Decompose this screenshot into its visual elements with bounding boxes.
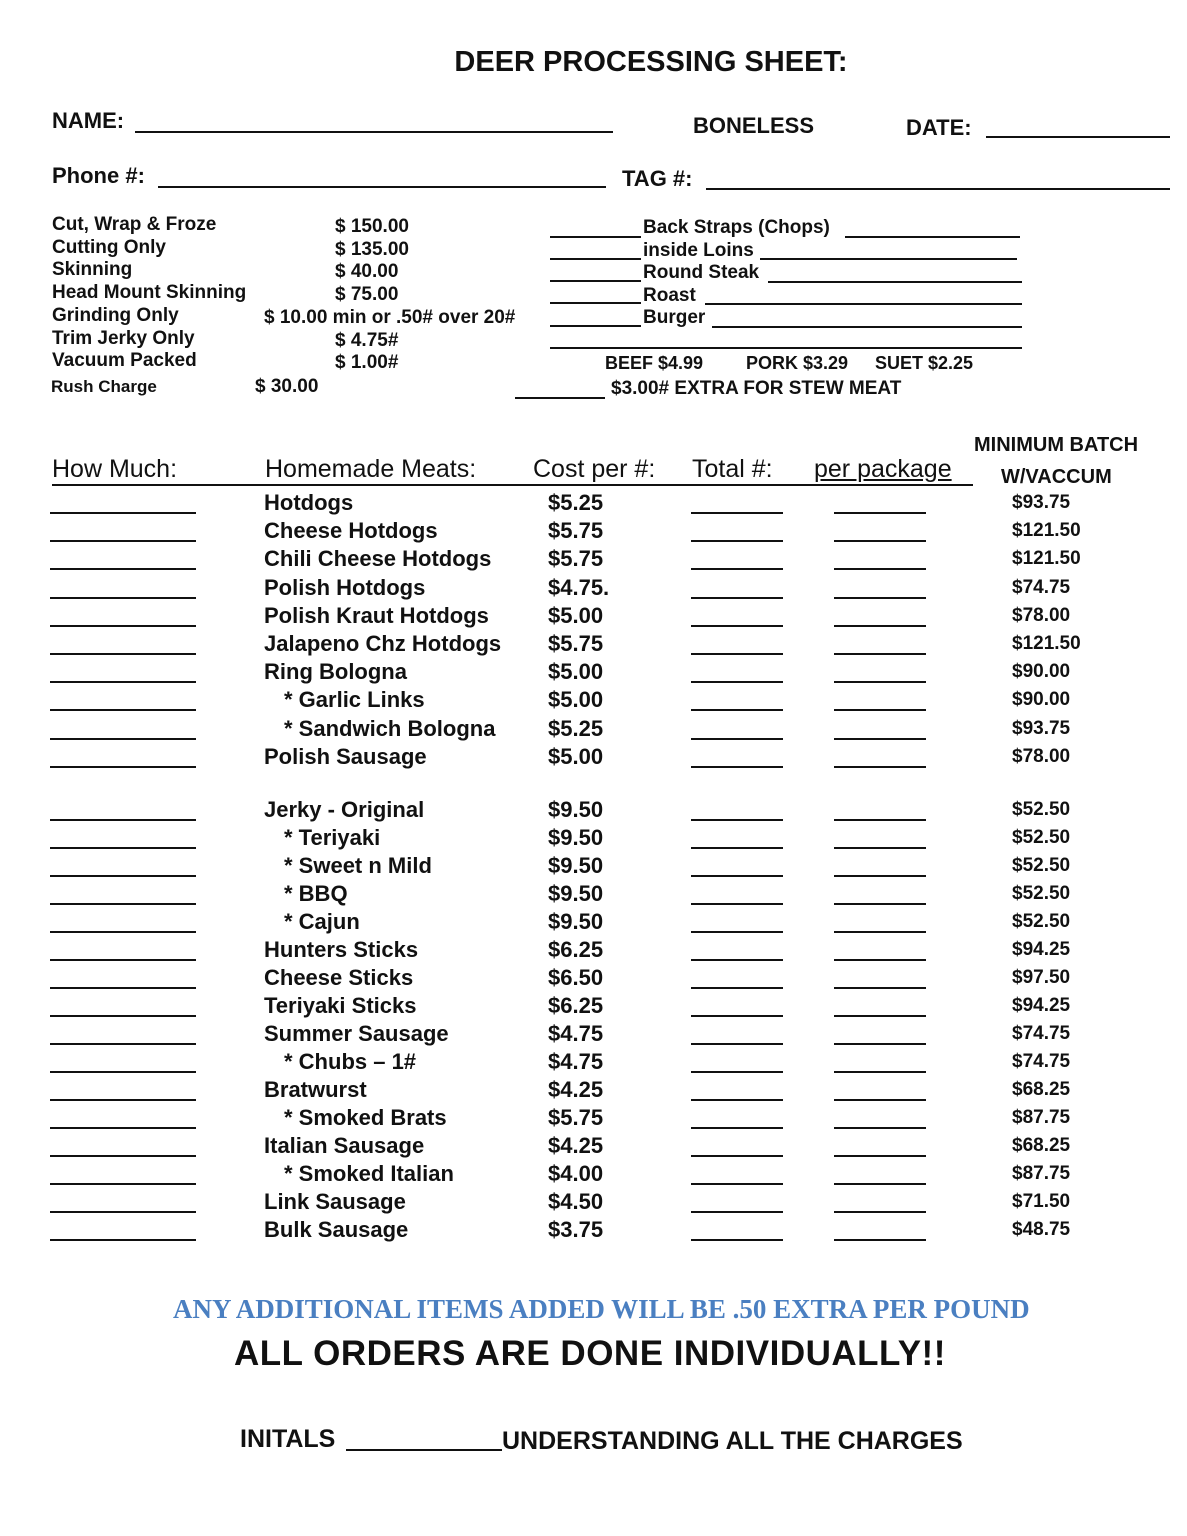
meat-item-min-batch: $52.50 <box>1012 911 1071 932</box>
individual-orders-notice: ALL ORDERS ARE DONE INDIVIDUALLY!! <box>234 1334 946 1373</box>
meat-item-name: Summer Sausage <box>264 1021 449 1046</box>
meat-item-name: Bulk Sausage <box>264 1217 409 1242</box>
stew-meat-note: $3.00# EXTRA FOR STEW MEAT <box>611 378 902 399</box>
boneless-label: BONELESS <box>693 113 815 138</box>
meat-item-name: * Teriyaki <box>284 825 381 850</box>
date-field[interactable] <box>986 136 1170 138</box>
initials-label: INITALS <box>240 1425 336 1453</box>
how-much-field[interactable] <box>50 681 196 683</box>
cut-blank-wide[interactable] <box>550 347 1022 349</box>
per-package-field[interactable] <box>834 1071 926 1073</box>
how-much-field[interactable] <box>50 875 196 877</box>
meat-item-name: Teriyaki Sticks <box>264 993 417 1018</box>
meat-item-min-batch: $68.25 <box>1012 1135 1071 1156</box>
meat-item-min-batch: $121.50 <box>1012 548 1081 570</box>
meat-item-min-batch: $48.75 <box>1012 1219 1071 1240</box>
per-package-field[interactable] <box>834 903 926 905</box>
meat-item-min-batch: $52.50 <box>1012 799 1071 820</box>
how-much-field[interactable] <box>50 738 196 740</box>
meat-item-name: Polish Kraut Hotdogs <box>264 602 489 628</box>
how-much-field[interactable] <box>50 568 196 570</box>
cut-note-field[interactable] <box>768 281 1022 283</box>
page-title: DEER PROCESSING SHEET: <box>454 46 848 78</box>
meat-item-cost: $4.25 <box>548 1133 604 1158</box>
tag-label: TAG #: <box>622 166 693 191</box>
minimum-batch-header: MINIMUM BATCH <box>974 434 1139 456</box>
meat-item-name: * Sandwich Bologna <box>284 715 496 741</box>
total-field[interactable] <box>691 1127 783 1129</box>
meat-item-name: * BBQ <box>284 881 348 906</box>
how-much-field[interactable] <box>50 653 196 655</box>
meat-item-min-batch: $71.50 <box>1012 1191 1071 1212</box>
per-package-field[interactable] <box>834 709 926 711</box>
total-field[interactable] <box>691 1043 783 1045</box>
meat-item-min-batch: $93.75 <box>1012 717 1071 739</box>
per-package-field[interactable] <box>834 1015 926 1017</box>
per-package-field[interactable] <box>834 1211 926 1213</box>
rush-price: $ 30.00 <box>255 376 319 397</box>
service-label: Head Mount Skinning <box>52 282 247 304</box>
initials-field[interactable] <box>346 1449 502 1451</box>
meat-item-min-batch: $87.75 <box>1012 1163 1071 1184</box>
meat-item-min-batch: $68.25 <box>1012 1079 1071 1100</box>
meat-item-name: Link Sausage <box>264 1189 406 1214</box>
meat-item-cost: $3.75 <box>548 1217 604 1242</box>
tag-field[interactable] <box>706 188 1170 190</box>
meat-item-name: * Chubs – 1# <box>284 1049 417 1074</box>
service-price: $ 1.00# <box>335 352 399 374</box>
homemade-meats-header: Homemade Meats: <box>265 455 477 483</box>
cut-label: Back Straps (Chops) <box>643 217 830 238</box>
service-label: Cutting Only <box>52 236 166 258</box>
service-label: Grinding Only <box>52 304 179 326</box>
per-package-field[interactable] <box>834 681 926 683</box>
meat-item-cost: $4.75 <box>548 1049 604 1074</box>
per-package-field[interactable] <box>834 875 926 877</box>
how-much-field[interactable] <box>50 1099 196 1101</box>
understanding-label: UNDERSTANDING ALL THE CHARGES <box>502 1427 963 1455</box>
phone-label: Phone #: <box>52 163 145 188</box>
meat-item-cost: $5.00 <box>548 743 604 769</box>
meat-item-cost: $9.50 <box>548 853 604 878</box>
beef-price: BEEF $4.99 <box>605 353 704 373</box>
how-much-field[interactable] <box>50 1015 196 1017</box>
phone-field[interactable] <box>158 186 606 188</box>
per-package-field[interactable] <box>834 540 926 542</box>
meat-item-cost: $5.25 <box>548 490 604 515</box>
meat-item-name: * Sweet n Mild <box>284 853 432 878</box>
how-much-field[interactable] <box>50 766 196 768</box>
meat-item-name: * Smoked Italian <box>284 1161 454 1186</box>
meat-item-cost: $4.75 <box>548 1021 604 1046</box>
name-field[interactable] <box>135 131 613 133</box>
header-rule <box>52 484 973 486</box>
meat-item-cost: $5.00 <box>548 602 604 628</box>
total-field[interactable] <box>691 568 783 570</box>
meat-item-min-batch: $90.00 <box>1012 661 1071 683</box>
total-field[interactable] <box>691 653 783 655</box>
cut-blank[interactable] <box>550 302 641 304</box>
cut-blank[interactable] <box>550 236 641 238</box>
meat-item-min-batch: $94.25 <box>1012 995 1071 1016</box>
service-label: Trim Jerky Only <box>52 327 195 349</box>
additional-items-notice: ANY ADDITIONAL ITEMS ADDED WILL BE .50 EXTRA PER POUND <box>173 1294 1030 1324</box>
total-field[interactable] <box>691 959 783 961</box>
meat-item-name: * Cajun <box>284 909 360 934</box>
meat-item-cost: $9.50 <box>548 825 604 850</box>
cut-blank[interactable] <box>550 325 641 327</box>
services-list <box>52 214 246 373</box>
meat-item-name: Hunters Sticks <box>264 937 419 962</box>
cut-label: Round Steak <box>643 262 760 283</box>
how-much-field[interactable] <box>50 625 196 627</box>
meat-item-name: Jerky - Original <box>264 797 425 822</box>
total-field[interactable] <box>691 738 783 740</box>
total-field[interactable] <box>691 625 783 627</box>
meat-item-cost: $4.00 <box>548 1161 604 1186</box>
per-package-header: per package <box>814 455 952 483</box>
stew-blank[interactable] <box>515 397 605 399</box>
meat-item-min-batch: $74.75 <box>1012 576 1071 598</box>
total-header: Total #: <box>692 455 773 483</box>
meat-item-cost: $6.25 <box>548 937 604 962</box>
meat-item-cost: $5.75 <box>548 518 604 544</box>
meat-item-name: Ring Bologna <box>264 659 407 685</box>
rush-label: Rush Charge <box>51 377 157 396</box>
total-field[interactable] <box>691 1099 783 1101</box>
per-package-field[interactable] <box>834 1099 926 1101</box>
how-much-field[interactable] <box>50 987 196 989</box>
total-field[interactable] <box>691 931 783 933</box>
how-much-header: How Much: <box>52 455 178 483</box>
meat-item-cost: $4.25 <box>548 1077 604 1102</box>
meat-item-name: Cheese Sticks <box>264 965 414 990</box>
meat-item-cost: $6.25 <box>548 993 604 1018</box>
service-prices <box>264 216 516 375</box>
pork-price: PORK $3.29 <box>746 353 849 373</box>
per-package-field[interactable] <box>834 1155 926 1157</box>
service-label: Vacuum Packed <box>52 350 197 372</box>
how-much-field[interactable] <box>50 1211 196 1213</box>
service-price: $ 150.00 <box>335 216 409 237</box>
service-price: $ 4.75# <box>335 329 399 351</box>
total-field[interactable] <box>691 1211 783 1213</box>
cut-label: inside Loins <box>643 239 754 261</box>
meat-item-min-batch: $93.75 <box>1012 492 1071 513</box>
meat-item-name: Polish Sausage <box>264 743 427 769</box>
meat-item-min-batch: $121.50 <box>1012 520 1081 542</box>
total-field[interactable] <box>691 987 783 989</box>
meat-item-cost: $4.75. <box>548 574 610 600</box>
w-vaccum-header: W/VACCUM <box>1001 466 1112 488</box>
per-package-field[interactable] <box>834 847 926 849</box>
total-field[interactable] <box>691 512 783 514</box>
cut-blank[interactable] <box>550 280 641 282</box>
total-field[interactable] <box>691 681 783 683</box>
meat-item-name: * Garlic Links <box>284 687 425 713</box>
service-price: $ 135.00 <box>335 238 409 260</box>
per-package-field[interactable] <box>834 625 926 627</box>
service-label: Skinning <box>52 259 133 281</box>
meat-item-cost: $9.50 <box>548 909 604 934</box>
meat-item-min-batch: $90.00 <box>1012 689 1071 711</box>
date-label: DATE: <box>906 115 972 140</box>
how-much-field[interactable] <box>50 847 196 849</box>
total-field[interactable] <box>691 819 783 821</box>
how-much-field[interactable] <box>50 1071 196 1073</box>
how-much-field[interactable] <box>50 1239 196 1241</box>
meat-item-min-batch: $52.50 <box>1012 855 1071 876</box>
total-field[interactable] <box>691 875 783 877</box>
per-package-field[interactable] <box>834 738 926 740</box>
total-field[interactable] <box>691 1239 783 1241</box>
meat-item-name: Chili Cheese Hotdogs <box>264 546 492 572</box>
total-field[interactable] <box>691 903 783 905</box>
service-price: $ 40.00 <box>335 261 399 283</box>
per-package-field[interactable] <box>834 597 926 599</box>
meat-item-name: Bratwurst <box>264 1077 367 1102</box>
total-field[interactable] <box>691 597 783 599</box>
per-package-field[interactable] <box>834 766 926 768</box>
total-field[interactable] <box>691 1155 783 1157</box>
how-much-field[interactable] <box>50 959 196 961</box>
total-field[interactable] <box>691 766 783 768</box>
meat-item-name: Polish Hotdogs <box>264 574 426 600</box>
service-price: $ 10.00 min or .50# over 20# <box>264 306 516 328</box>
meat-item-name: * Smoked Brats <box>284 1105 447 1130</box>
how-much-field[interactable] <box>50 1155 196 1157</box>
meat-item-cost: $5.75 <box>548 546 604 572</box>
meat-item-cost: $6.50 <box>548 965 604 990</box>
how-much-field[interactable] <box>50 1043 196 1045</box>
meat-item-cost: $5.00 <box>548 659 604 685</box>
per-package-field[interactable] <box>834 931 926 933</box>
meat-item-min-batch: $94.25 <box>1012 939 1071 960</box>
meat-item-cost: $5.25 <box>548 715 604 741</box>
total-field[interactable] <box>691 1183 783 1185</box>
total-field[interactable] <box>691 709 783 711</box>
name-label: NAME: <box>52 108 125 133</box>
per-package-field[interactable] <box>834 512 926 514</box>
total-field[interactable] <box>691 1071 783 1073</box>
per-package-field[interactable] <box>834 987 926 989</box>
per-package-field[interactable] <box>834 1239 926 1241</box>
how-much-field[interactable] <box>50 931 196 933</box>
meat-item-min-batch: $74.75 <box>1012 1023 1071 1044</box>
how-much-field[interactable] <box>50 597 196 599</box>
per-package-field[interactable] <box>834 959 926 961</box>
meat-item-min-batch: $78.00 <box>1012 604 1071 626</box>
per-package-field[interactable] <box>834 568 926 570</box>
cut-note-field[interactable] <box>760 258 1017 260</box>
meat-item-min-batch: $78.00 <box>1012 745 1071 767</box>
how-much-field[interactable] <box>50 903 196 905</box>
meat-item-cost: $5.00 <box>548 687 604 713</box>
meat-item-cost: $9.50 <box>548 881 604 906</box>
meat-item-min-batch: $121.50 <box>1012 633 1081 654</box>
cost-per-header: Cost per #: <box>533 455 656 483</box>
service-price: $ 75.00 <box>335 284 399 306</box>
cut-blank[interactable] <box>550 258 641 260</box>
cut-label: Burger <box>643 307 706 328</box>
cut-note-field[interactable] <box>845 236 1020 238</box>
meat-item-min-batch: $87.75 <box>1012 1107 1071 1128</box>
cuts-list <box>643 217 830 330</box>
service-label: Cut, Wrap & Froze <box>52 214 217 235</box>
cut-note-field[interactable] <box>712 326 1022 328</box>
how-much-field[interactable] <box>50 540 196 542</box>
meat-item-cost: $4.50 <box>548 1189 604 1214</box>
cut-note-field[interactable] <box>705 303 1022 305</box>
how-much-field[interactable] <box>50 1183 196 1185</box>
per-package-field[interactable] <box>834 1043 926 1045</box>
meat-item-min-batch: $74.75 <box>1012 1051 1071 1072</box>
meat-item-min-batch: $52.50 <box>1012 883 1071 904</box>
meat-item-cost: $5.75 <box>548 1105 604 1130</box>
how-much-field[interactable] <box>50 709 196 711</box>
meat-item-min-batch: $52.50 <box>1012 827 1071 848</box>
cut-label: Roast <box>643 284 696 306</box>
meat-item-min-batch: $97.50 <box>1012 967 1071 988</box>
meat-item-name: Hotdogs <box>264 490 354 515</box>
per-package-field[interactable] <box>834 819 926 821</box>
per-package-field[interactable] <box>834 653 926 655</box>
suet-price: SUET $2.25 <box>875 353 974 373</box>
how-much-field[interactable] <box>50 1127 196 1129</box>
total-field[interactable] <box>691 847 783 849</box>
total-field[interactable] <box>691 540 783 542</box>
meat-item-name: Jalapeno Chz Hotdogs <box>264 631 502 656</box>
how-much-field[interactable] <box>50 819 196 821</box>
meat-item-cost: $9.50 <box>548 797 604 822</box>
total-field[interactable] <box>691 1015 783 1017</box>
meat-item-name: Italian Sausage <box>264 1133 425 1158</box>
meat-item-cost: $5.75 <box>548 631 604 656</box>
per-package-field[interactable] <box>834 1183 926 1185</box>
meat-item-name: Cheese Hotdogs <box>264 518 438 544</box>
per-package-field[interactable] <box>834 1127 926 1129</box>
how-much-field[interactable] <box>50 512 196 514</box>
